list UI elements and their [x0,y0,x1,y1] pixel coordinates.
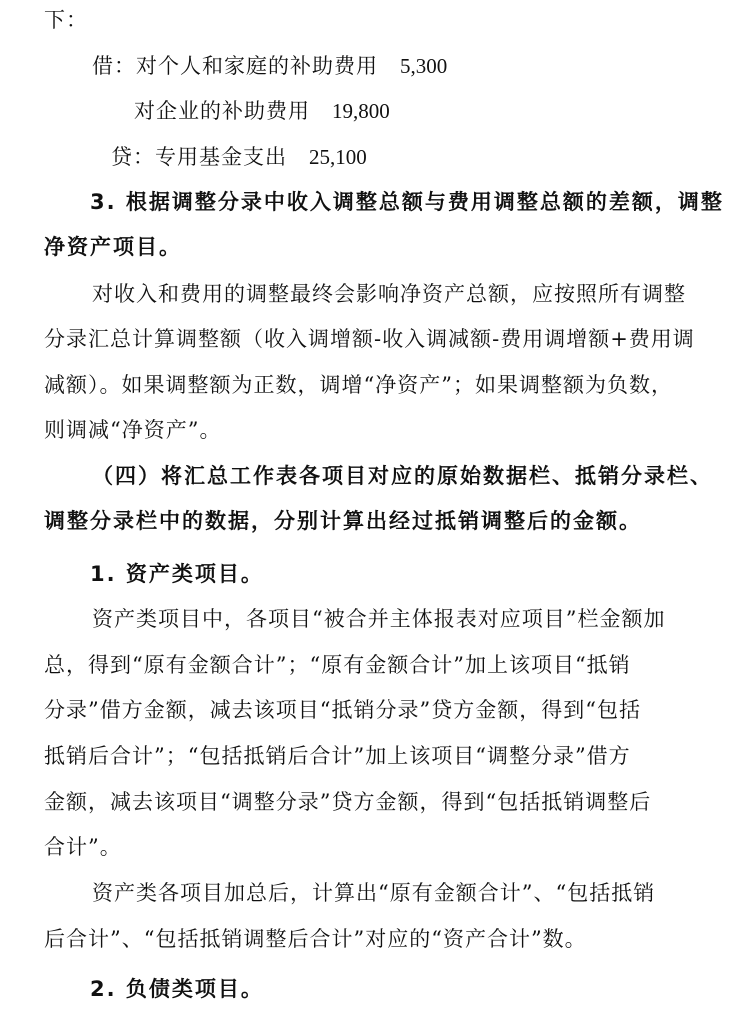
paragraph-line: 资产类各项目加总后，计算出“原有金额合计”、“包括抵销 [92,881,656,905]
paragraph-line: 减额）。如果调整额为正数，调增“净资产”；如果调整额为负数， [44,373,673,397]
section-heading: 3. 根据调整分录中收入调整总额与费用调整总额的差额，调整 [90,190,724,214]
entry-account: 借：对个人和家庭的补助费用 [92,54,378,78]
paragraph-line: 对收入和费用的调整最终会影响净资产总额，应按照所有调整 [92,282,686,306]
paragraph-line: 金额，减去该项目“调整分录”贷方金额，得到“包括抵销调整后 [44,790,652,814]
paragraph-line: 合计”。 [44,835,122,859]
paragraph-line: 分录汇总计算调整额（收入调增额-收入调减额-费用调增额+费用调 [44,327,695,351]
paragraph-line: 总，得到“原有金额合计”；“原有金额合计”加上该项目“抵销 [44,653,631,677]
paragraph-line: 抵销后合计”；“包括抵销后合计”加上该项目“调整分录”借方 [44,744,631,768]
entry-account: 对企业的补助费用 [134,99,310,123]
entry-amount: 19,800 [332,99,390,123]
paragraph-line: 后合计”、“包括抵销调整后合计”对应的“资产合计”数。 [44,927,587,951]
subsection-heading: 1. 资产类项目。 [90,562,264,586]
journal-entry-credit-line [111,143,367,171]
paragraph-line: 则调减“净资产”。 [44,418,222,442]
text-line: 下： [44,8,88,32]
paragraph-line: 资产类项目中，各项目“被合并主体报表对应项目”栏金额加 [92,607,666,631]
journal-entry-debit-line [134,97,390,125]
section-heading: 净资产项目。 [44,235,182,259]
entry-account: 贷：专用基金支出 [111,145,287,169]
entry-amount: 5,300 [400,54,448,78]
subsection-heading: 2. 负债类项目。 [90,977,264,1001]
paragraph-line: 分录”借方金额，减去该项目“抵销分录”贷方金额，得到“包括 [44,698,641,722]
journal-entry-debit-line [92,52,447,80]
entry-amount: 25,100 [309,145,367,169]
section-heading: （四）将汇总工作表各项目对应的原始数据栏、抵销分录栏、 [92,464,713,488]
section-heading: 调整分录栏中的数据，分别计算出经过抵销调整后的金额。 [44,509,642,533]
